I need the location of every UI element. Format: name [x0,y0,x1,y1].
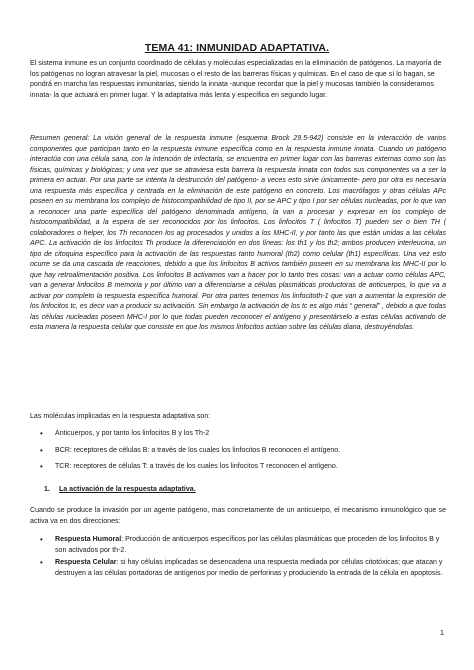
page-title: TEMA 41: INMUNIDAD ADAPTATIVA. [144,42,330,54]
list-item: • BCR: receptores de células B: a través de los cuales los linfocitos B reconocen el antígeno. [30,446,446,457]
section-heading [44,486,196,493]
molecules-list [30,429,446,479]
response-term: Respuesta Celular [55,559,117,566]
page-number: 1 [439,628,444,637]
response-text: : si hay células implicadas se desencadena una respuesta mediada por células citotóxicas; que atacan y destruyen a las células portadoras de antígenos por medio de perforinas y produciendo la entrada de la célula en apoptosis. [55,559,443,577]
responses-list [30,535,446,581]
activation-paragraph: Cuando se produce la invasión por un agente patógeno, mas concretamente de un anticuerpo, el mecanismo inmunológico que se activa va en dos direcciones: [30,507,446,525]
intro-paragraph: El sistema inmune es un conjunto coordinado de células y moléculas especializadas en la eliminación de patógenos. La mayoría de los patógenos no logran atravesar la piel, mucosas o el resto de las barreras físicas y químicas. En el caso de que sí lo hagan, se pondrá en marcha las respuestas inmunitarias, siendo la innata -aunque recordar que la piel y mucosas también la consideramos innata- la que actuará en primer lugar. Y la adaptativa más lenta y específica en segundo lugar. [30,60,442,99]
list-item: • Anticuerpos, y por tanto los linfocitos B y los Th-2 [30,429,446,440]
list-item [30,535,446,556]
summary-paragraph: Resumen general: La visión general de la respuesta inmune (esquema Brock 29.5-942) consiste en la interacción de varios componentes que participan tanto en la respuesta inmune específica como en la respuesta inmune innata. Cuando un patógeno interactúa con una célula sana, con la intención de infectarla, se encuentra en primer lugar con las barreras externas como son las físicas, químicas y biológicas; y una vez que se atraviesa esta barrera la respuesta innata con todos sus componentes va a ser la primera en actuar. Por una parte se intenta la destrucción del patógeno- a veces esto sirve únicamente- pero por otra es necesaria una respuesta más específica y centrada en la eliminación de este patógeno en concreto. Los macrófagos y otras células APc poseen en su membrana los complejo de histocompatibilidad de tipo II, por se APC y tipo I por ser células nucleadas, por lo que van a reconocer una parte específica del patógeno denominada antígeno, la van a procesar y expresar en los complejo de histocompatibilidad, a la espera de ser reconocidos por los linfocitos. Los linfocitos T ( linfocitos T) pueden ser o bien TH ( colaboradores o helper, los Th reconocen los ag procesados y unidos a los MHC-II, y por tanto las que están unidas a las células APC. La activación de los linfocitos Th produce la diferenciación en dos líneas: los th1 y los th2; ambos producen interleucina, un tipo de citoquina específico para la activación de las respuestas tanto humoral (th2) como celular (th1) específicas. Una vez esto ocurre se da una cascada de reacciones, debido a que los linfocitos B activos también poseen en su membrana los MHC-II por lo que hay retroalimentación positiva. Los linfocitos B activamos van a hacer por lo tanto tres cosas: van a actuar como células APC, van a generar linfocitos B memoria y por último van a diferenciarse a células plasmáticas productoras de anticuerpos, lo que va a activar por completo la respuesta específica humoral. Por otra partes tenemos los linfocitoth-1 que van a aumentar la expresión de los linfocitos tc, es decir van a producir su activación. Sin embargo la activación de los tc es algo más “ general” , debido a que todas las células nucleadas poseen MHC-I por lo que todas pueden reconocer el antígeno y presentárselo a estas células activando de esta manera la respuesta celular que consiste en que los mismos linfocitos actúan sobre las células diana, destruyéndolas. [30,135,446,331]
list-item [30,558,446,579]
molecules-intro: Las moléculas implicadas en la respuesta adaptativa son: [30,413,211,420]
section-label: La activación de la respuesta adaptativa. [59,486,196,493]
list-item: • TCR: receptores de células T: a través de los cuales los linfocitos T reconocen el antígeno. [30,462,446,473]
section-number: 1. [44,486,50,493]
response-term: Respuesta Humoral [55,536,122,543]
response-text: : Producción de anticuerpos específicos por las células plasmáticas que proceden de los linfocitos B y son activados por th-2. [55,536,440,554]
